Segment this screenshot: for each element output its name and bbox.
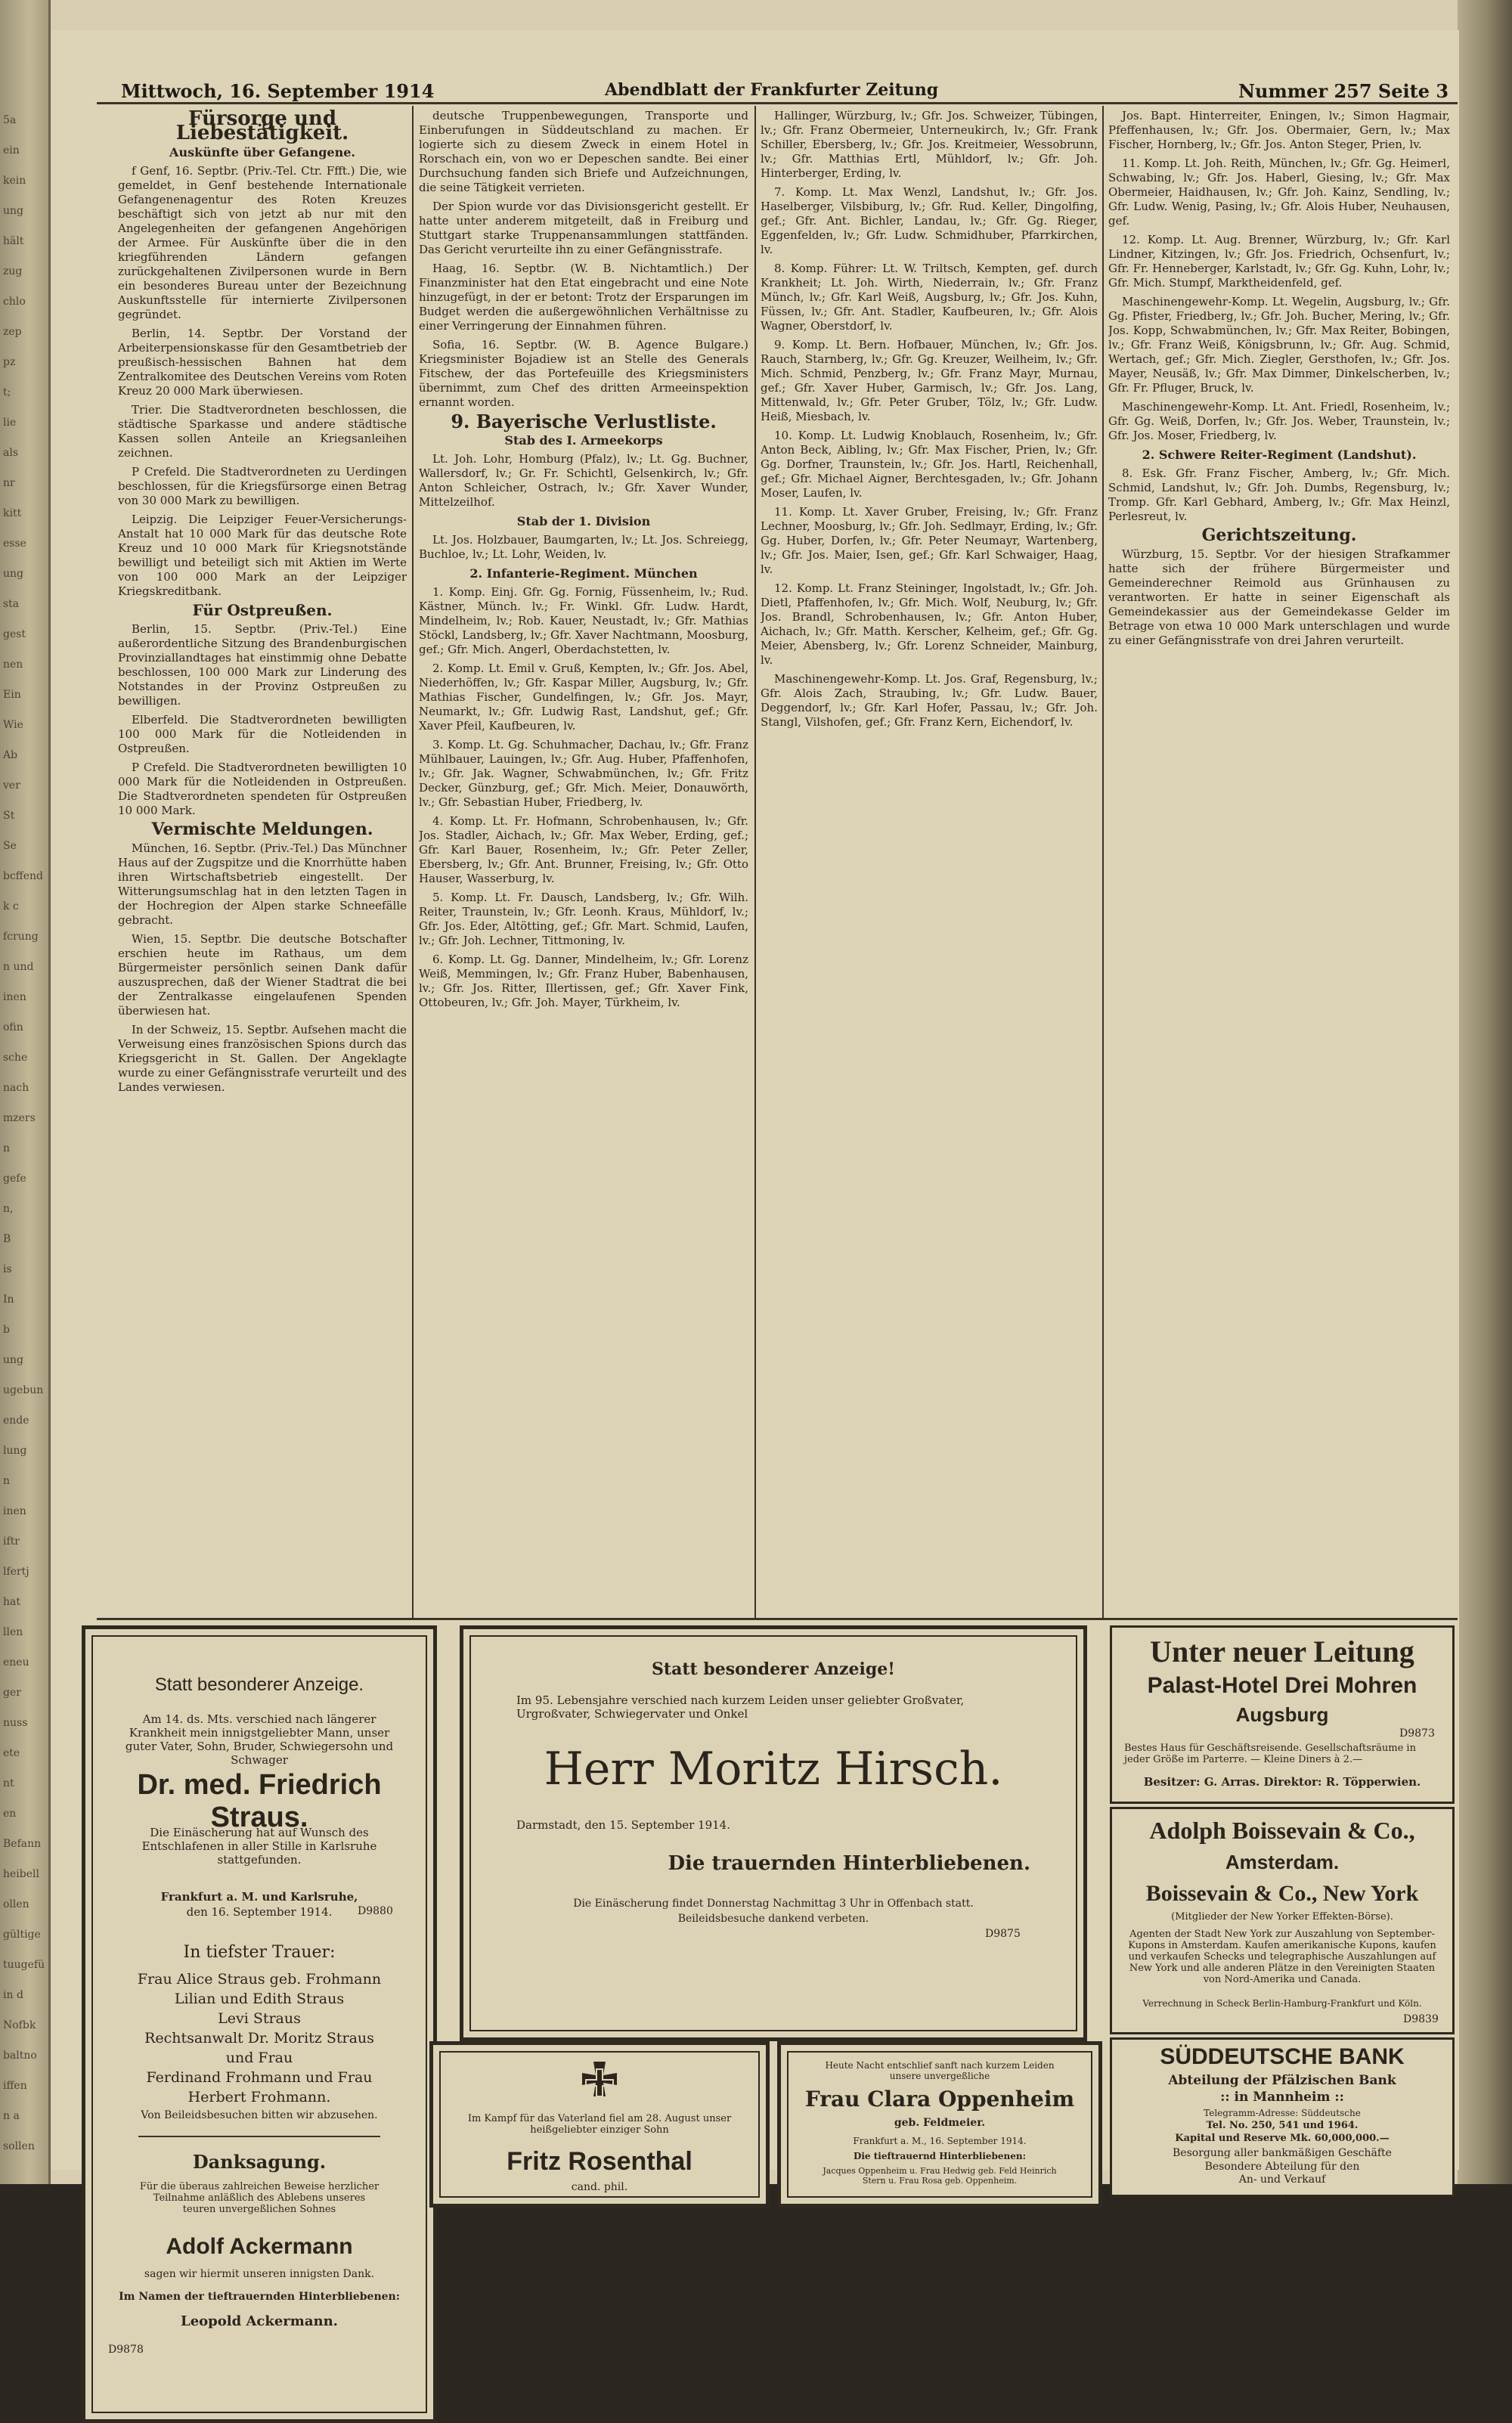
- article-paragraph: 11. Komp. Lt. Joh. Reith, München, lv.; Gfr. Gg. Heimerl, Schwabing, lv.; Gfr. Jos. Haberl, Giesing, lv.; Gfr. Max Obermeier, Haidhausen, lv.; Gfr. Joh. Kainz, Sendling, lv.; Gfr. Ludw. Wenig, Pasing, lv.; Gfr. Alois Huber, Neuhausen, gef.: [1108, 156, 1450, 228]
- column-4: [1108, 109, 1450, 1617]
- gutter-fragment: nt: [3, 1777, 14, 1789]
- ad-text: Die Einäscherung hat auf Wunsch des Entschlafenen in aller Stille in Karlsruhe stattgefunden.: [141, 1826, 377, 1867]
- article-paragraph: 7. Komp. Lt. Max Wenzl, Landshut, lv.; Gfr. Jos. Haselberger, Vilsbiburg, lv.; Gfr. Rud. Keller, Dingolfing, gef.; Gfr. Ant. Bichler, Landau, lv.; Gfr. Gg. Rieger, Eggenfelden, lv.; Gfr. Ludw. Schmidhuber, Pfarrkirchen, lv.: [761, 185, 1098, 256]
- ad-title: cand. phil.: [571, 2181, 628, 2193]
- gutter-fragment: bcffend: [3, 870, 44, 882]
- section-subtitle: 2. Schwere Reiter-Regiment (Landshut).: [1142, 448, 1417, 462]
- column-rule: [412, 106, 414, 1618]
- gutter-fragment: ende: [3, 1414, 29, 1427]
- gutter-fragment: t;: [3, 386, 11, 398]
- section-subtitle: 2. Infanterie-Regiment. München: [469, 566, 698, 581]
- gutter-fragment: n: [3, 1475, 11, 1487]
- ad-date: den 16. September 1914.: [186, 1905, 333, 1919]
- section-title: Fürsorge und Liebestätigkeit.: [175, 109, 349, 144]
- ad-mourners: Frau Alice Straus geb. Frohmann Lilian und Edith Straus Levi Straus Rechtsanwalt Dr. Moritz Straus und Frau Ferdinand Frohmann und Frau Herbert Frohmann.: [137, 1971, 382, 2105]
- ad-sueddeutsche-bank: [1110, 2037, 1455, 2197]
- obituary-ad-hirsch: [460, 1625, 1087, 2041]
- ad-signature: Leopold Ackermann.: [181, 2313, 338, 2329]
- gutter-fragment: gültige: [3, 1929, 41, 1941]
- article-paragraph: Wien, 15. Septbr. Die deutsche Botschafter erschien heute im Rathaus, um dem Bürgermeister persönlich seinen Dank dafür auszusprechen, daß der Wiener Stadtrat die bei der Zentralkasse eingelaufenen Spenden überwiesen hat.: [118, 932, 407, 1018]
- article-paragraph: Elberfeld. Die Stadtverordneten bewilligten 100 000 Mark für die Notleidenden in Ostpreußen.: [118, 713, 407, 755]
- gutter-fragment: nen: [3, 658, 23, 671]
- article-paragraph: P Crefeld. Die Stadtverordneten bewilligten 10 000 Mark für die Notleidenden in Ostpreußen. Die Stadtverordneten spendeten für Ostpreußen 10 000 Mark.: [118, 761, 407, 817]
- ad-city: Augsburg: [1235, 1703, 1329, 1726]
- article-paragraph: Lt. Joh. Lohr, Homburg (Pfalz), lv.; Lt. Gg. Buchner, Wallersdorf, lv.; Gr. Fr. Schichtl, Gelsenkirch, lv.; Gfr. Anton Schleicher, Ostrach, lv.; Gfr. Xaver Wunder, Mittelzeilhof.: [419, 452, 748, 509]
- gutter-fragment: k c: [3, 900, 19, 912]
- gutter-fragment: tuugefü: [3, 1959, 45, 1971]
- ad-name: Dr. med. Friedrich Straus.: [137, 1769, 382, 1833]
- article-paragraph: P Crefeld. Die Stadtverordneten zu Uerdingen beschlossen, für die Kriegsfürsorge einen Betrag von 30 000 Mark zu bewilligen.: [118, 465, 407, 507]
- article-paragraph: 11. Komp. Lt. Xaver Gruber, Freising, lv.; Gfr. Franz Lechner, Moosburg, lv.; Gfr. Joh. Sedlmayr, Erding, lv.; Gfr. Gg. Huber, Dorfen, lv.; Gfr. Peter Neumayr, Wartenberg, lv.; Gfr. Jos. Maier, Isen, gef.; Gfr. Karl Schwaiger, Haag, lv.: [761, 505, 1098, 576]
- ad-hotel-name: Palast-Hotel Drei Mohren: [1147, 1673, 1418, 1698]
- gutter-fragment: ollen: [3, 1898, 29, 1910]
- gutter-fragment: iffen: [3, 2080, 27, 2092]
- article-paragraph: Hallinger, Würzburg, lv.; Gfr. Jos. Schweizer, Tübingen, lv.; Gfr. Franz Obermeier, Unterneukirch, lv.; Gfr. Frank Schiller, Ebersberg, lv.; Gfr. Jos. Kreitmeier, Wessobrunn, lv.; Gfr. Matthias Ertl, Mühldorf, lv.; Gfr. Joh. Hinterberger, Erding, lv.: [761, 109, 1098, 180]
- ad-text: Am 14. ds. Mts. verschied nach längerer Krankheit mein innigstgeliebter Mann, unser guter Vater, Sohn, Bruder, Schwiegersohn und Schwager: [125, 1712, 394, 1767]
- column-rule: [1102, 106, 1104, 1618]
- ad-place: Darmstadt, den 15. September 1914.: [516, 1818, 730, 1832]
- ad-code: D9878: [108, 2344, 144, 2356]
- ad-mourners-heading: Die tieftrauernd Hinterbliebenen:: [853, 2151, 1027, 2161]
- gutter-fragment: B: [3, 1233, 11, 1245]
- article-paragraph: Würzburg, 15. Septbr. Vor der hiesigen Strafkammer hatte sich der frühere Bürgermeister und Gemeinderechner Reimold aus Grünhausen zu verantworten. Er hatte in seiner Eigenschaft als Gemeindekassier aus der Gemeindekasse Gelder im Betrage von etwa 10 000 Mark unterschlagen und wurde zu einer Gefängnisstrafe von drei Jahren verurteilt.: [1108, 547, 1450, 647]
- ad-capital: Kapital und Reserve Mk. 60,000,000.—: [1175, 2133, 1390, 2144]
- ad-place: Frankfurt a. M. und Karlsruhe,: [160, 1890, 358, 1904]
- gutter-fragment: sche: [3, 1052, 28, 1064]
- gutter-fragment: sta: [3, 598, 20, 610]
- article-paragraph: 12. Komp. Lt. Aug. Brenner, Würzburg, lv.; Gfr. Karl Lindner, Kitzingen, lv.; Gfr. Jos. Friedrich, Ochsenfurt, lv.; Gfr. Fr. Henneberger, Karlstadt, lv.; Gfr. Gg. Kuhn, Lohr, lv.; Gfr. Mich. Stumpf, Marktheidenfeld, gef.: [1108, 233, 1450, 290]
- header-date: Mittwoch, 16. September 1914: [121, 80, 435, 102]
- gutter-fragment: Wie: [3, 719, 23, 731]
- gutter-fragment: ver: [3, 779, 20, 792]
- section-title: Für Ostpreußen.: [192, 601, 333, 619]
- gutter-fragment: lung: [3, 1445, 27, 1457]
- gutter-fragment: Ein: [3, 689, 21, 701]
- ad-subtitle: Abteilung der Pfälzischen Bank: [1168, 2073, 1396, 2088]
- article-paragraph: 8. Esk. Gfr. Franz Fischer, Amberg, lv.; Gfr. Mich. Schmid, Landshut, lv.; Gfr. Joh. Dumbs, Regensburg, lv.; Tromp. Gfr. Karl Gebhard, Amberg, lv.; Gfr. Max Heinzl, Perlesreut, lv.: [1108, 466, 1450, 523]
- right-page-edge: [1458, 0, 1512, 2184]
- article-paragraph: 10. Komp. Lt. Ludwig Knoblauch, Rosenheim, lv.; Gfr. Anton Beck, Aibling, lv.; Gfr. Max Fischer, Prien, lv.; Gfr. Gg. Dorfner, Traunstein, lv.; Gfr. Jos. Hartl, Reichenhall, gef.; Gfr. Michael Aigner, Berchtesgaden, lv.; Gfr. Johann Moser, Laufen, lv.: [761, 429, 1098, 500]
- article-paragraph: Jos. Bapt. Hinterreiter, Eningen, lv.; Simon Hagmair, Pfeffenhausen, lv.; Gfr. Jos. Obermaier, Gern, lv.; Max Fischer, Hornberg, lv.; Gfr. Jos. Anton Steger, Prien, lv.: [1108, 109, 1450, 151]
- ad-heading: Statt besonderer Anzeige.: [154, 1675, 364, 1695]
- gutter-fragment: kitt: [3, 507, 22, 519]
- gutter-fragment: pz: [3, 356, 16, 368]
- gutter-fragment: mzers: [3, 1112, 36, 1124]
- gutter-fragment: eneu: [3, 1656, 29, 1669]
- section-title: Vermischte Meldungen.: [151, 820, 373, 839]
- article-paragraph: 2. Komp. Lt. Emil v. Gruß, Kempten, lv.; Gfr. Jos. Abel, Niederhöffen, lv.; Gfr. Kaspar Miller, Augsburg, lv.; Gfr. Mathias Fischer, Gundelfingen, lv.; Gfr. Jos. Mayr, Neumarkt, lv.; Gfr. Ludwig Rast, Landshut, gef.; Gfr. Xaver Pfeil, Kaufbeuren, lv.: [419, 662, 748, 733]
- gutter-fragment: in d: [3, 1989, 23, 2001]
- ads-rule: [97, 1618, 1458, 1620]
- ad-place: Frankfurt a. M., 16. September 1914.: [853, 2136, 1027, 2146]
- gutter-fragment: ger: [3, 1687, 21, 1699]
- article-paragraph: Maschinengewehr-Komp. Lt. Ant. Friedl, Rosenheim, lv.; Gfr. Gg. Weiß, Dorfen, lv.; Gfr. Jos. Weber, Traunstein, lv.; Gfr. Jos. Moser, Friedberg, lv.: [1108, 400, 1450, 442]
- ad-footer: Von Beileidsbesuchen bitten wir abzusehen.: [141, 2109, 378, 2121]
- gutter-fragment: ung: [3, 568, 23, 580]
- ad-code: D9839: [1403, 2013, 1439, 2025]
- gutter-fragment: lie: [3, 417, 17, 429]
- gutter-fragment: fcrung: [3, 931, 39, 943]
- ad-palast-hotel: [1110, 1625, 1455, 1804]
- ad-subtitle: (Mitglieder der New Yorker Effekten-Börse).: [1171, 1911, 1393, 1923]
- article-paragraph: München, 16. Septbr. (Priv.-Tel.) Das Münchner Haus auf der Zugspitze und die Knorrhütte haben ihren Wirtschaftsbetrieb eingestellt. Der Witterungsumschlag hat in den letzten Tagen in der Hochregion der Alpen starke Schneefälle gebracht.: [118, 841, 407, 927]
- article-paragraph: 12. Komp. Lt. Franz Steininger, Ingolstadt, lv.; Gfr. Joh. Dietl, Pfaffenhofen, lv.; Gfr. Mich. Wolf, Neuburg, lv.; Gfr. Jos. Brandl, Schrobenhausen, lv.; Gfr. Anton Huber, Aichach, lv.; Gfr. Matth. Kerscher, Kelheim, gef.; Gfr. Gg. Meier, Abensberg, lv.; Gfr. Lorenz Schneider, Mainburg, lv.: [761, 581, 1098, 667]
- header-rule: [97, 102, 1458, 104]
- article-paragraph: 3. Komp. Lt. Gg. Schuhmacher, Dachau, lv.; Gfr. Franz Mühlbauer, Lauingen, lv.; Gfr. Aug. Huber, Pfaffenhofen, lv.; Gfr. Jak. Wagner, Schwabmünchen, lv.; Gfr. Fritz Decker, Günzburg, gef.; Gfr. Mich. Meier, Donauwörth, lv.; Gfr. Sebastian Huber, Friedberg, lv.: [419, 738, 748, 809]
- gutter-fragment: ung: [3, 205, 23, 217]
- article-paragraph: Lt. Jos. Holzbauer, Baumgarten, lv.; Lt. Jos. Schreiegg, Buchloe, lv.; Lt. Lohr, Weiden, lv.: [419, 533, 748, 561]
- ad-text: Für die überaus zahlreichen Beweise herzlicher Teilnahme anläßlich des Ablebens unseres teuren unvergeßlichen Sohnes: [139, 2181, 380, 2215]
- ad-headline: Unter neuer Leitung: [1150, 1634, 1414, 1669]
- gutter-fragment: als: [3, 447, 19, 459]
- gutter-fragment: Ab: [3, 749, 18, 761]
- gutter-fragment: Se: [3, 840, 17, 852]
- gutter-fragment: nach: [3, 1082, 29, 1094]
- ad-firm-name: Adolph Boissevain & Co.,: [1149, 1817, 1415, 1844]
- ad-text: Heute Nacht entschlief sanft nach kurzem Leiden unsere unvergeßliche: [825, 2060, 1055, 2081]
- gutter-fragment: chlo: [3, 296, 26, 308]
- ad-name: Frau Clara Oppenheim: [804, 2087, 1075, 2112]
- gutter-fragment: ete: [3, 1747, 20, 1759]
- gutter-fragment: llen: [3, 1626, 23, 1638]
- ad-name: Adolf Ackermann: [166, 2234, 353, 2259]
- ad-mourners: Die trauernden Hinterbliebenen.: [668, 1852, 1030, 1875]
- ad-mourners: Jacques Oppenheim u. Frau Hedwig geb. Feld Heinrich Stern u. Frau Rosa geb. Oppenheim.: [823, 2166, 1057, 2186]
- column-2: [419, 109, 748, 1617]
- gutter-fragment: hält: [3, 235, 24, 247]
- section-title: 9. Bayerische Verlustliste.: [451, 411, 717, 432]
- gutter-fragment: b: [3, 1324, 10, 1336]
- gutter-fragment: ein: [3, 144, 20, 156]
- gutter-fragment: iftr: [3, 1535, 20, 1548]
- gutter-fragment: Nofbk: [3, 2019, 36, 2031]
- obituary-ad-straus: [82, 1625, 437, 2423]
- gutter-fragment: zep: [3, 326, 22, 338]
- column-1: [118, 109, 407, 1617]
- gutter-fragment: heibell: [3, 1868, 39, 1880]
- column-rule: [754, 106, 756, 1618]
- ad-text: Bestes Haus für Geschäftsreisende. Gesellschaftsräume in jeder Größe im Parterre. — Kleine Diners à 2.—: [1124, 1743, 1416, 1765]
- gutter-fragment: nuss: [3, 1717, 28, 1729]
- ad-firm-name: Boissevain & Co., New York: [1145, 1881, 1419, 1906]
- ad-text: Agenten der Stadt New York zur Auszahlung von September-Kupons in Amsterdam. Kaufen amerikanische Kupons, kaufen und verkaufen Schecks und telegraphische Auszahlungen auf New York und alle anderen Plätze in den Vereinigten Staaten von Nord-Amerika und Canada.: [1128, 1929, 1436, 1985]
- ad-city: Amsterdam.: [1225, 1851, 1340, 1873]
- gutter-fragment: 5a: [3, 114, 17, 126]
- ad-code: D9880: [358, 1905, 393, 1917]
- article-paragraph: 9. Komp. Lt. Bern. Hofbauer, München, lv.; Gfr. Jos. Rauch, Starnberg, lv.; Gfr. Gg. Kreuzer, Weilheim, lv.; Gfr. Mich. Schmid, Penzberg, lv.; Gfr. Franz Mayr, Murnau, gef.; Gfr. Xaver Huber, Garmisch, lv.; Gfr. Jos. Lang, Mittenwald, lv.; Gfr. Peter Gruber, Tölz, lv.; Gfr. Ludw. Heiß, Miesbach, lv.: [761, 338, 1098, 423]
- gutter-fragment: Befann: [3, 1838, 42, 1850]
- gutter-fragment: ugebun: [3, 1384, 44, 1396]
- article-paragraph: Haag, 16. Septbr. (W. B. Nichtamtlich.) Der Finanzminister hat den Etat eingebracht und eine Note hinzugefügt, in der er betont: Trotz der Ersparungen im Budget werden die außergewöhnlichen Verhältnisse zu einer Verringerung der Einnahmen führen.: [419, 262, 748, 333]
- article-paragraph: 4. Komp. Lt. Fr. Hofmann, Schrobenhausen, lv.; Gfr. Jos. Stadler, Aichach, lv.; Gfr. Max Weber, Erding, gef.; Gfr. Karl Bauer, Rosenheim, lv.; Gfr. Peter Zeller, Ebersberg, lv.; Gfr. Ant. Brunner, Freising, lv.; Gfr. Otto Hauser, Wasserburg, lv.: [419, 814, 748, 885]
- article-paragraph: 5. Komp. Lt. Fr. Dausch, Landsberg, lv.; Gfr. Wilh. Reiter, Traunstein, lv.; Gfr. Leonh. Kraus, Mühldorf, lv.; Gfr. Jos. Eder, Altötting, gef.; Gfr. Mart. Schmid, Laufen, lv.; Gfr. Joh. Lechner, Tittmoning, lv.: [419, 891, 748, 947]
- gutter-fragment: inen: [3, 991, 26, 1003]
- ad-telegram: Telegramm-Adresse: Süddeutsche: [1204, 2108, 1361, 2118]
- ad-owner: Besitzer: G. Arras. Direktor: R. Töpperwien.: [1143, 1775, 1421, 1789]
- section-title: Gerichtszeitung.: [1201, 525, 1357, 545]
- obituary-ad-oppenheim: [777, 2041, 1102, 2208]
- ad-bank-name: SÜDDEUTSCHE BANK: [1160, 2044, 1405, 2069]
- gutter-fragment: hat: [3, 1596, 20, 1608]
- article-paragraph: Leipzig. Die Leipziger Feuer-Versicherungs-Anstalt hat 10 000 Mark für das deutsche Rote Kreuz und 10 000 Mark für Kriegsnotstände bewilligt und beteiligt sich mit Aktien im Werte von 100 000 Mark an der Leipziger Kriegskreditbank.: [118, 513, 407, 598]
- ad-signature-heading: Im Namen der tieftrauernden Hinterbliebenen:: [119, 2291, 400, 2303]
- gutter-fragment: n und: [3, 961, 34, 973]
- ad-heading: Statt besonderer Anzeige!: [652, 1659, 895, 1679]
- ad-city: :: in Mannheim ::: [1220, 2090, 1344, 2105]
- gutter-fragment: gest: [3, 628, 26, 640]
- article-paragraph: In der Schweiz, 15. Septbr. Aufsehen macht die Verweisung eines französischen Spions durch das Kriegsgericht in St. Gallen. Der Angeklagte wurde zu einer Gefängnisstrafe verurteilt und des Landes verwiesen.: [118, 1023, 407, 1094]
- gutter-fragment: n: [3, 1142, 11, 1154]
- gutter-fragment: In: [3, 1294, 14, 1306]
- ad-name: Fritz Rosenthal: [507, 2147, 692, 2176]
- gutter-fragment: inen: [3, 1505, 26, 1517]
- article-paragraph: Sofia, 16. Septbr. (W. B. Agence Bulgare.) Kriegsminister Bojadiew ist an Stelle des Generals Fitschew, der das Portefeuille des Kriegsministers übernimmt, zum Chef des dritten Armeeinspektion ernannt worden.: [419, 338, 748, 409]
- ad-mourners-heading: In tiefster Trauer:: [183, 1943, 336, 1962]
- gutter-fragment: lfertj: [3, 1566, 29, 1578]
- article-paragraph: Der Spion wurde vor das Divisionsgericht gestellt. Er hatte unter anderem mitgeteilt, daß in Freiburg und Stuttgart starke Truppenansammlungen stattfänden. Das Gericht verurteilte ihn zu einer Gefängnisstrafe.: [419, 200, 748, 256]
- ad-footer: Verrechnung in Scheck Berlin-Hamburg-Frankfurt und Köln.: [1142, 1998, 1422, 2009]
- gutter-fragment: n,: [3, 1203, 14, 1215]
- newspaper-page: [51, 30, 1459, 2356]
- ad-heading: Danksagung.: [192, 2151, 327, 2173]
- ad-text: Besorgung aller bankmäßigen Geschäfte: [1173, 2147, 1392, 2159]
- gutter-fragment: zug: [3, 265, 23, 277]
- ad-born: geb. Feldmeier.: [894, 2117, 986, 2129]
- article-paragraph: Trier. Die Stadtverordneten beschlossen, die städtische Sparkasse und andere städtische Kassen sollen Anteile an Kriegsanleihen zeichnen.: [118, 403, 407, 460]
- gutter-fragment: nr: [3, 477, 15, 489]
- gutter-fragment: ofin: [3, 1021, 23, 1033]
- ad-footer: Beileidsbesuche dankend verbeten.: [677, 1913, 869, 1925]
- ad-text: sagen wir hiermit unseren innigsten Dank.: [144, 2268, 375, 2280]
- iron-cross-icon: [441, 2060, 758, 2109]
- article-paragraph: Berlin, 15. Septbr. (Priv.-Tel.) Eine außerordentliche Sitzung des Brandenburgischen Provinziallandtages hat einstimmig ohne Debatte beschlossen, 100 000 Mark zur Linderung des Notstandes in der Provinz Ostpreußen zu bewilligen.: [118, 622, 407, 708]
- article-paragraph: 8. Komp. Führer: Lt. W. Triltsch, Kempten, gef. durch Krankheit; Lt. Joh. Wirth, Niederrain, lv.; Gfr. Franz Münch, lv.; Gfr. Karl Weiß, Augsburg, lv.; Gfr. Jos. Kuhn, Füssen, lv.; Gfr. Ant. Stadler, Kaufbeuren, lv.; Gfr. Alois Wagner, Oberstdorf, lv.: [761, 262, 1098, 333]
- ad-text: An- und Verkauf: [1238, 2174, 1326, 2186]
- article-paragraph: Maschinengewehr-Komp. Lt. Wegelin, Augsburg, lv.; Gfr. Gg. Pfister, Friedberg, lv.; Gfr. Joh. Bucher, Mering, lv.; Gfr. Jos. Kopp, Schwabmünchen, lv.; Gfr. Max Reiter, Bobingen, lv.; Gfr. Franz Weiß, Königsbrunn, lv.; Gfr. Aug. Schmid, Wertach, gef.; Gfr. Mich. Ziegler, Gersthofen, lv.; Gfr. Jos. Mayer, Neusäß, lv.; Gfr. Max Dimmer, Dinkelscherben, lv.; Gfr. Fr. Pfluger, Bruck, lv.: [1108, 295, 1450, 395]
- header-page-number: Nummer 257 Seite 3: [1238, 80, 1449, 102]
- gutter-fragment: gefe: [3, 1173, 26, 1185]
- article-paragraph: Berlin, 14. Septbr. Der Vorstand der Arbeiterpensionskasse für den Gesamtbetrieb der preußisch-hessischen Bahnen hat dem Zentralkomitee des Deutschen Vereins vom Roten Kreuz 20 000 Mark überwiesen.: [118, 327, 407, 398]
- ad-name: Herr Moritz Hirsch.: [544, 1743, 1003, 1796]
- gutter-fragment: baltno: [3, 2050, 37, 2062]
- gutter-fragment: sollen: [3, 2140, 35, 2152]
- article-paragraph: f Genf, 16. Septbr. (Priv.-Tel. Ctr. Ffft.) Die, wie gemeldet, in Genf bestehende Internationale Gefangenenagentur des Roten Kreuzes beschäftigt sich von jetzt ab nur mit den Angelegenheiten der gefangenen Angehörigen der Armee. Für Auskünfte über die in den kriegführenden Ländern gefangen zurückgehaltenen Zivilpersonen wurde in Bern ein besonderes Bureau unter der Bezeichnung Auskunftsstelle für internierte Zivilpersonen gegründet.: [118, 164, 407, 321]
- header-masthead: Abendblatt der Frankfurter Zeitung: [605, 80, 939, 100]
- article-paragraph: 6. Komp. Lt. Gg. Danner, Mindelheim, lv.; Gfr. Lorenz Weiß, Memmingen, lv.; Gfr. Franz Huber, Babenhausen, lv.; Gfr. Jos. Ritter, Illertissen, gef.; Gfr. Xaver Fink, Ottobeuren, lv.; Gfr. Joh. Mayer, Türkheim, lv.: [419, 953, 748, 1009]
- article-paragraph: Maschinengewehr-Komp. Lt. Jos. Graf, Regensburg, lv.; Gfr. Alois Zach, Straubing, lv.; Gfr. Ludw. Bauer, Deggendorf, lv.; Gfr. Karl Hofer, Passau, lv.; Gfr. Joh. Stangl, Vilshofen, gef.; Gfr. Franz Kern, Eichendorf, lv.: [761, 672, 1098, 729]
- gutter-fragment: n a: [3, 2110, 20, 2122]
- gutter-fragment: is: [3, 1263, 12, 1275]
- gutter-fragment: en: [3, 1808, 17, 1820]
- ad-text: Im Kampf für das Vaterland fiel am 28. August unser heißgeliebter einziger Sohn: [467, 2113, 732, 2136]
- ad-code: D9873: [1399, 1727, 1435, 1740]
- gutter-fragment: St: [3, 810, 15, 822]
- section-subtitle: Stab des I. Armeekorps: [504, 433, 663, 448]
- gutter-fragment: ung: [3, 1354, 23, 1366]
- gutter-fragment: kein: [3, 175, 26, 187]
- column-3: [761, 109, 1098, 1617]
- section-subtitle: Stab der 1. Division: [516, 514, 651, 528]
- article-paragraph: 1. Komp. Einj. Gfr. Gg. Fornig, Füssenheim, lv.; Rud. Kästner, Münch. lv.; Fr. Winkl. Gfr. Ludw. Hardt, Mindelheim, lv.; Rob. Kauer, Neustadt, lv.; Gfr. Mathias Stöckl, Landsberg, lv.; Gfr. Xaver Nachtmann, Moosburg, gef.; Gfr. Mich. Angerl, Oberdachstetten, lv.: [419, 585, 748, 656]
- ad-code: D9875: [985, 1928, 1021, 1940]
- ad-footer: Die Einäscherung findet Donnerstag Nachmittag 3 Uhr in Offenbach statt.: [573, 1898, 974, 1910]
- ad-phone: Tel. No. 250, 541 und 1964.: [1206, 2120, 1359, 2131]
- section-subtitle: Auskünfte über Gefangene.: [169, 145, 355, 160]
- gutter-fragment: esse: [3, 538, 26, 550]
- ad-text: Im 95. Lebensjahre verschied nach kurzem Leiden unser geliebter Großvater, Urgroßvater, Schwiegervater und Onkel: [516, 1693, 965, 1721]
- article-paragraph: deutsche Truppenbewegungen, Transporte und Einberufungen in Süddeutschland zu machen. Er logierte sich zu diesem Zweck in einem Hotel in Rorschach ein, von wo er Depeschen sandte. Bei einer Durchsuchung fanden sich Briefe und Aufzeichnungen, die seine Tätigkeit verrieten.: [419, 109, 748, 194]
- ad-text: Besondere Abteilung für den: [1204, 2161, 1360, 2173]
- obituary-ad-rosenthal: [429, 2041, 770, 2208]
- ad-boissevain: [1110, 1807, 1455, 2034]
